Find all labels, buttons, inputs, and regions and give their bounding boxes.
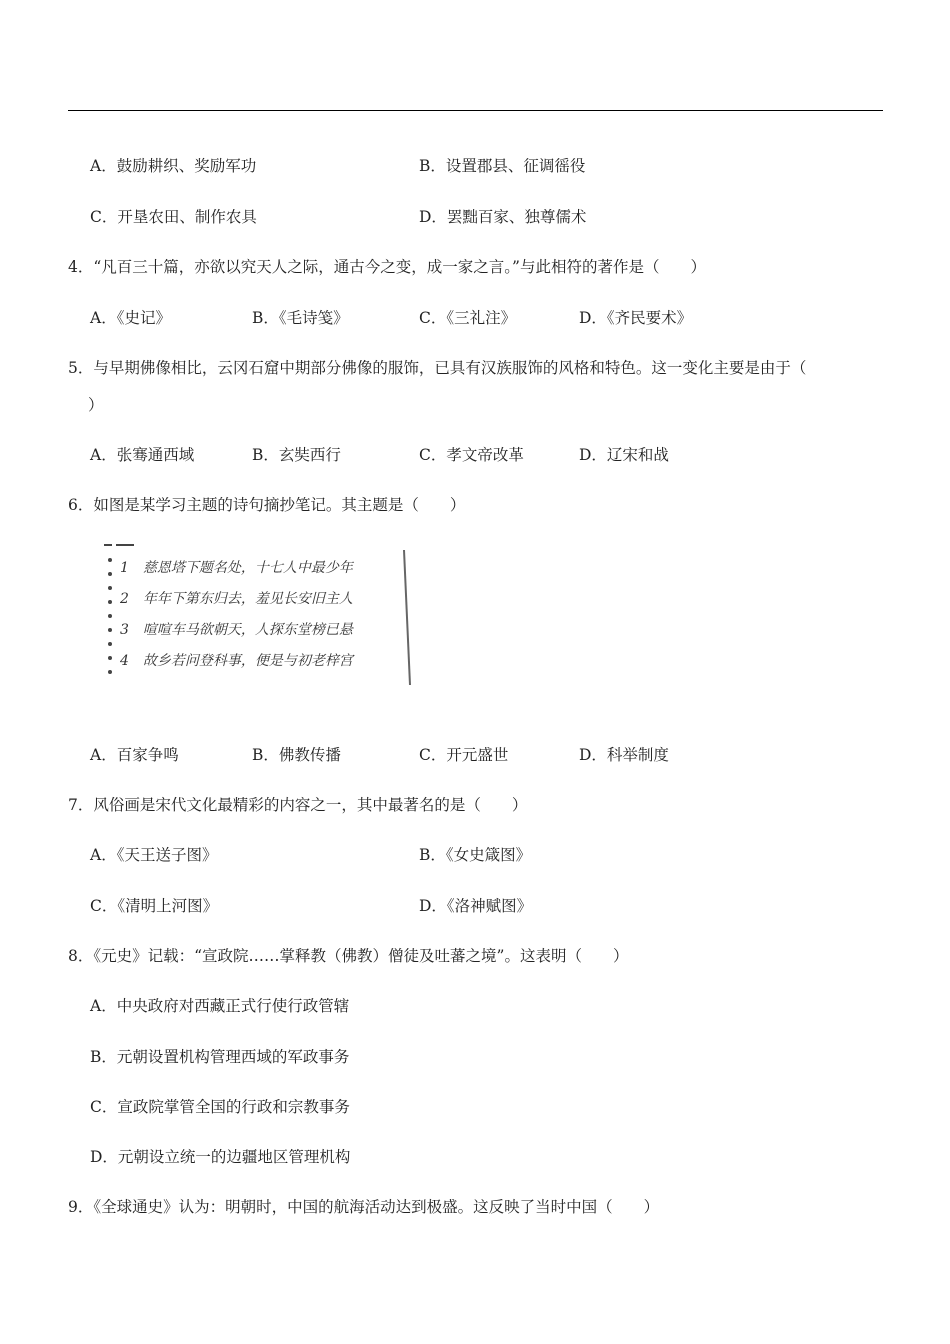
q3-option-d: D．罢黜百家、独尊儒术: [419, 208, 587, 226]
q6-option-d: D．科举制度: [579, 746, 669, 764]
q5-option-a: A．张骞通西域: [90, 446, 195, 464]
q3-option-a: A．鼓励耕织、奖励军功: [90, 157, 257, 175]
q4-option-c: C．《三礼注》: [419, 309, 517, 327]
q8-option-d: D．元朝设立统一的边疆地区管理机构: [90, 1148, 351, 1166]
note-line-2: 2 年年下第东归去，羞见长安旧主人: [120, 591, 353, 607]
q4-option-d: D．《齐民要术》: [579, 309, 693, 327]
q5-question: 5．与早期佛像相比，云冈石窟中期部分佛像的服饰，已具有汉族服饰的风格和特色。这一变化主要是由于（: [68, 359, 807, 377]
q4-question: 4．“凡百三十篇，亦欲以究天人之际，通古今之变，成一家之言。”与此相符的著作是（ ）: [68, 258, 706, 276]
q6-option-b: B．佛教传播: [252, 746, 341, 764]
notebook-edge: [404, 550, 410, 685]
q5-option-b: B．玄奘西行: [252, 446, 341, 464]
q7-option-b: B．《女史箴图》: [419, 846, 532, 864]
note-line-1: 1 慈恩塔下题名处，十七人中最少年: [120, 560, 353, 576]
q8-option-c: C．宣政院掌管全国的行政和宗教事务: [90, 1098, 350, 1116]
q7-option-a: A．《天王送子图》: [90, 846, 218, 864]
q8-option-b: B．元朝设置机构管理西域的军政事务: [90, 1048, 350, 1066]
q9-question: 9．《全球通史》认为：明朝时，中国的航海活动达到极盛。这反映了当时中国（ ）: [68, 1198, 660, 1216]
q3-option-c: C．开垦农田、制作农具: [90, 208, 257, 226]
q4-option-b: B．《毛诗笺》: [252, 309, 349, 327]
q8-question: 8．《元史》记载：“宣政院……掌释教（佛教）僧徒及吐蕃之境”。这表明（ ）: [68, 947, 629, 965]
q6-option-a: A．百家争鸣: [90, 746, 179, 764]
q7-question: 7．风俗画是宋代文化最精彩的内容之一，其中最著名的是（ ）: [68, 796, 528, 814]
q5-question-cont: ）: [88, 396, 104, 414]
q6-question: 6．如图是某学习主题的诗句摘抄笔记。其主题是（ ）: [68, 496, 466, 514]
q6-option-c: C．开元盛世: [419, 746, 509, 764]
q5-option-d: D．辽宋和战: [579, 446, 669, 464]
q5-option-c: C．孝文帝改革: [419, 446, 524, 464]
q4-option-a: A．《史记》: [90, 309, 171, 327]
q8-option-a: A．中央政府对西藏正式行使行政管辖: [90, 997, 350, 1015]
q3-option-b: B．设置郡县、征调徭役: [419, 157, 586, 175]
header-rule: [68, 110, 883, 111]
notebook-image: [100, 540, 420, 690]
q7-option-c: C．《清明上河图》: [90, 897, 219, 915]
note-line-3: 3 喧喧车马欲朝天，人探东堂榜已悬: [120, 622, 353, 638]
q7-option-d: D．《洛神赋图》: [419, 897, 533, 915]
note-line-4: 4 故乡若问登科事，便是与初老梓宫: [120, 653, 353, 669]
